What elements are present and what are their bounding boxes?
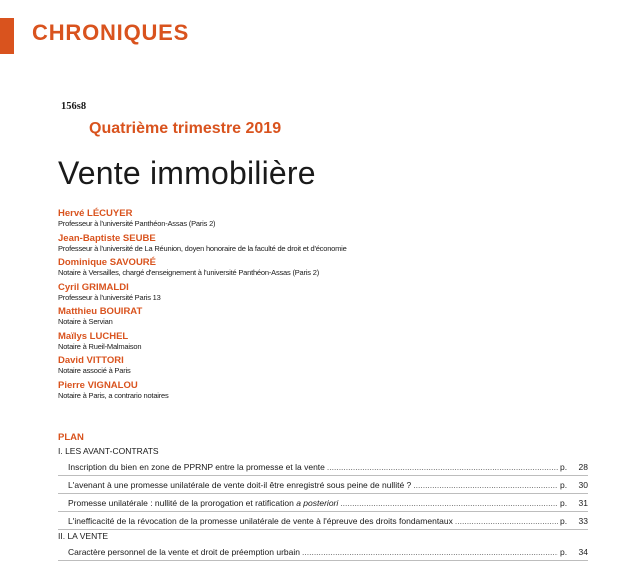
author-role: Professeur à l'université Paris 13 [58,292,161,302]
author-role: Notaire à Paris, a contrario notaires [58,390,169,400]
author-entry [58,306,598,331]
toc-section-heading: I. LES AVANT-CONTRATS [58,446,159,456]
rubric-title: CHRONIQUES [32,20,190,45]
toc-dot-leader [340,494,558,512]
toc-page-number: 31 [578,498,588,508]
toc-dot-leader [455,512,558,530]
author-entry [58,208,598,233]
author-name: David VITTORI [58,355,124,366]
plan-title: PLAN [58,432,84,443]
author-name: Pierre VIGNALOU [58,379,138,391]
toc-page-prefix: p. [560,516,568,526]
toc-section-heading: II. LA VENTE [58,531,109,541]
toc-page-prefix: p. [560,547,568,557]
author-entry [58,233,598,258]
toc-page-prefix: p. [560,480,568,490]
author-role: Notaire à Servian [58,317,113,326]
toc-entry-title [68,494,338,512]
toc-dot-leader [413,476,558,494]
toc-page-number: 34 [578,547,588,557]
article-reference: 156s8 [61,101,87,112]
author-role: Notaire associé à Paris [58,366,131,375]
toc-page-prefix: p. [560,498,568,508]
article-title: Vente immobilière [58,155,316,191]
toc-entry[interactable] [58,512,588,530]
table-of-contents [58,431,588,561]
author-role: Professeur à l'université Panthéon-Assas (Paris 2) [58,219,216,228]
toc-page-prefix: p. [560,462,568,472]
author-name: Cyril GRIMALDI [58,281,129,293]
toc-page-number: 33 [578,516,588,526]
article-subtitle: Quatrième trimestre 2019 [89,120,282,137]
author-role: Professeur à l'université de La Réunion, doyen honoraire de la faculté de droit et d'économie [58,243,347,253]
toc-entry-title-italic: a posteriori [296,498,339,508]
author-list [58,208,598,404]
author-entry [58,355,598,380]
author-name: Matthieu BOUIRAT [58,306,143,317]
author-name: Maïlys LUCHEL [58,330,129,342]
toc-page-number: 30 [578,480,588,490]
toc-entry-title: Caractère personnel de la vente et droit de préemption urbain [68,547,301,557]
toc-entry-title: L'inefficacité de la révocation de la promesse unilatérale de vente à l'épreuve des droits fondamentaux [68,516,453,526]
toc-entry-title: L'avenant à une promesse unilatérale de vente doit-il être enregistré sous peine de nullité ? [68,480,412,490]
author-name: Hervé LÉCUYER [58,208,133,219]
toc-entry[interactable] [58,543,588,561]
toc-dot-leader [302,543,558,561]
author-entry [58,257,598,282]
author-entry [58,282,598,307]
toc-entry-title: Inscription du bien en zone de PPRNP entre la promesse et la vente [68,462,325,472]
toc-entry-title-text: Promesse unilatérale : nullité de la prorogation et ratification [68,498,297,508]
author-role: Notaire à Versailles, chargé d'enseignement à l'université Panthéon-Assas (Paris 2) [58,268,319,277]
toc-entry[interactable] [58,494,588,512]
author-entry [58,331,598,356]
header-accent-bar [0,18,14,54]
author-role: Notaire à Rueil-Malmaison [58,341,142,351]
toc-entry[interactable] [58,476,588,494]
toc-entry[interactable] [58,458,588,476]
toc-page-number: 28 [578,462,588,472]
author-name: Jean-Baptiste SEUBE [58,232,156,244]
author-name: Dominique SAVOURÉ [58,257,156,268]
toc-dot-leader [327,458,558,476]
author-entry [58,380,598,405]
